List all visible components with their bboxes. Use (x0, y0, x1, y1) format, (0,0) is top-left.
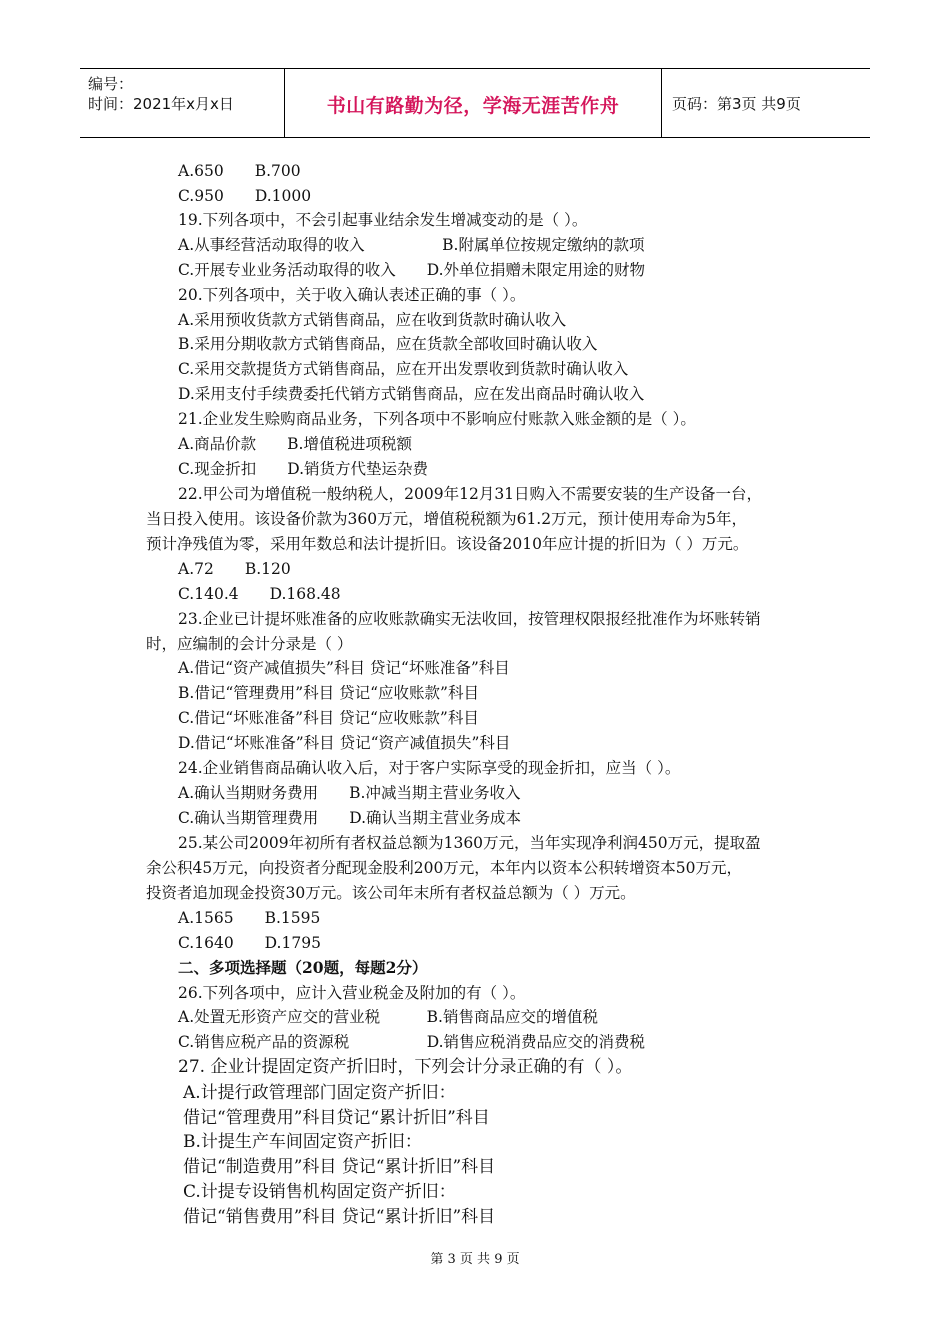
text-line: A.1565 B.1595 (178, 909, 321, 927)
text-line: 余公积45万元，向投资者分配现金股利200万元，本年内以资本公积转增资本50万元， (146, 859, 743, 877)
text-line: A.72 B.120 (178, 560, 291, 578)
question-26: 26.下列各项中，应计入营业税金及附加的有（ ）。 (178, 984, 526, 1002)
text-line: 投资者追加现金投资30万元。该公司年末所有者权益总额为（ ）万元。 (146, 884, 636, 902)
text-line: C.950 D.1000 (178, 187, 312, 205)
text-line: C.计提专设销售机构固定资产折旧： (183, 1182, 456, 1202)
text-line: C.借记“坏账准备”科目 贷记“应收账款”科目 (178, 709, 479, 727)
text-line: A.确认当期财务费用 B.冲减当期主营业务收入 (178, 784, 521, 802)
question-27: 27. 企业计提固定资产折旧时，下列会计分录正确的有（ ）。 (178, 1057, 633, 1077)
text-line: C.销售应税产品的资源税 D.销售应税消费品应交的消费税 (178, 1033, 646, 1051)
text-line: 预计净残值为零，采用年数总和法计提折旧。该设备2010年应计提的折旧为（ ）万元。 (146, 535, 749, 553)
text-line: A.从事经营活动取得的收入 B.附属单位按规定缴纳的款项 (178, 236, 645, 254)
header-page-cell (662, 69, 870, 137)
question-20: 20.下列各项中，关于收入确认表述正确的事（ ）。 (178, 286, 526, 304)
text-line: 借记“制造费用”科目 贷记“累计折旧”科目 (183, 1157, 496, 1177)
page-header (80, 68, 870, 138)
text-line: 借记“管理费用”科目贷记“累计折旧”科目 (183, 1108, 490, 1128)
text-line: C.现金折扣 D.销货方代垫运杂费 (178, 460, 429, 478)
text-line: A.处置无形资产应交的营业税 B.销售商品应交的增值税 (178, 1008, 598, 1026)
document-number-label: 编号： (88, 75, 134, 93)
text-line: A.采用预收货款方式销售商品，应在收到货款时确认收入 (178, 311, 567, 329)
text-line: C.开展专业业务活动取得的收入 D.外单位捐赠未限定用途的财物 (178, 261, 646, 279)
text-line: B.借记“管理费用”科目 贷记“应收账款”科目 (178, 684, 479, 702)
text-line: 时，应编制的会计分录是（ ） (146, 635, 353, 653)
question-22: 22.甲公司为增值税一般纳税人，2009年12月31日购入不需要安装的生产设备一台， (178, 485, 763, 503)
text-line: C.采用交款提货方式销售商品，应在开出发票收到货款时确认收入 (178, 360, 629, 378)
question-19: 19.下列各项中，不会引起事业结余发生增减变动的是（ ）。 (178, 211, 588, 229)
text-line: B.采用分期收款方式销售商品，应在货款全部收回时确认收入 (178, 335, 598, 353)
question-24: 24.企业销售商品确认收入后，对于客户实际享受的现金折扣，应当（ ）。 (178, 759, 681, 777)
text-line: A.商品价款 B.增值税进项税额 (178, 435, 412, 453)
document-date-label: 时间：2021年x月x日 (88, 95, 234, 113)
text-line: B.计提生产车间固定资产折旧： (183, 1132, 422, 1152)
text-line: A.借记“资产减值损失”科目 贷记“坏账准备”科目 (178, 659, 510, 677)
header-page-number: 页码：第3页 共9页 (672, 95, 801, 113)
question-21: 21.企业发生赊购商品业务，下列各项中不影响应付账款入账金额的是（ ）。 (178, 410, 696, 428)
text-line: C.1640 D.1795 (178, 934, 321, 952)
question-23: 23.企业已计提坏账准备的应收账款确实无法收回，按管理权限报经批准作为坏账转销 (178, 610, 761, 628)
header-motto: 书山有路勤为径，学海无涯苦作舟 (326, 95, 620, 117)
text-line: 借记“销售费用”科目 贷记“累计折旧”科目 (183, 1207, 496, 1227)
text-line: C.确认当期管理费用 D.确认当期主营业务成本 (178, 809, 522, 827)
header-motto-cell (285, 69, 662, 137)
question-25: 25.某公司2009年初所有者权益总额为1360万元，当年实现净利润450万元，提取盈 (178, 834, 761, 852)
section-heading: 二、多项选择题（20题，每题2分） (178, 958, 428, 977)
text-line: A.650 B.700 (178, 162, 301, 180)
text-line: A.计提行政管理部门固定资产折旧： (183, 1083, 456, 1103)
text-line: D.借记“坏账准备”科目 贷记“资产减值损失”科目 (178, 734, 511, 752)
page-footer: 第 3 页 共 9 页 (430, 1252, 520, 1267)
text-line: D.采用支付手续费委托代销方式销售商品，应在发出商品时确认收入 (178, 385, 645, 403)
text-line: 当日投入使用。该设备价款为360万元，增值税税额为61.2万元，预计使用寿命为5年， (146, 510, 747, 528)
header-meta-cell (80, 69, 285, 137)
text-line: C.140.4 D.168.48 (178, 585, 341, 603)
